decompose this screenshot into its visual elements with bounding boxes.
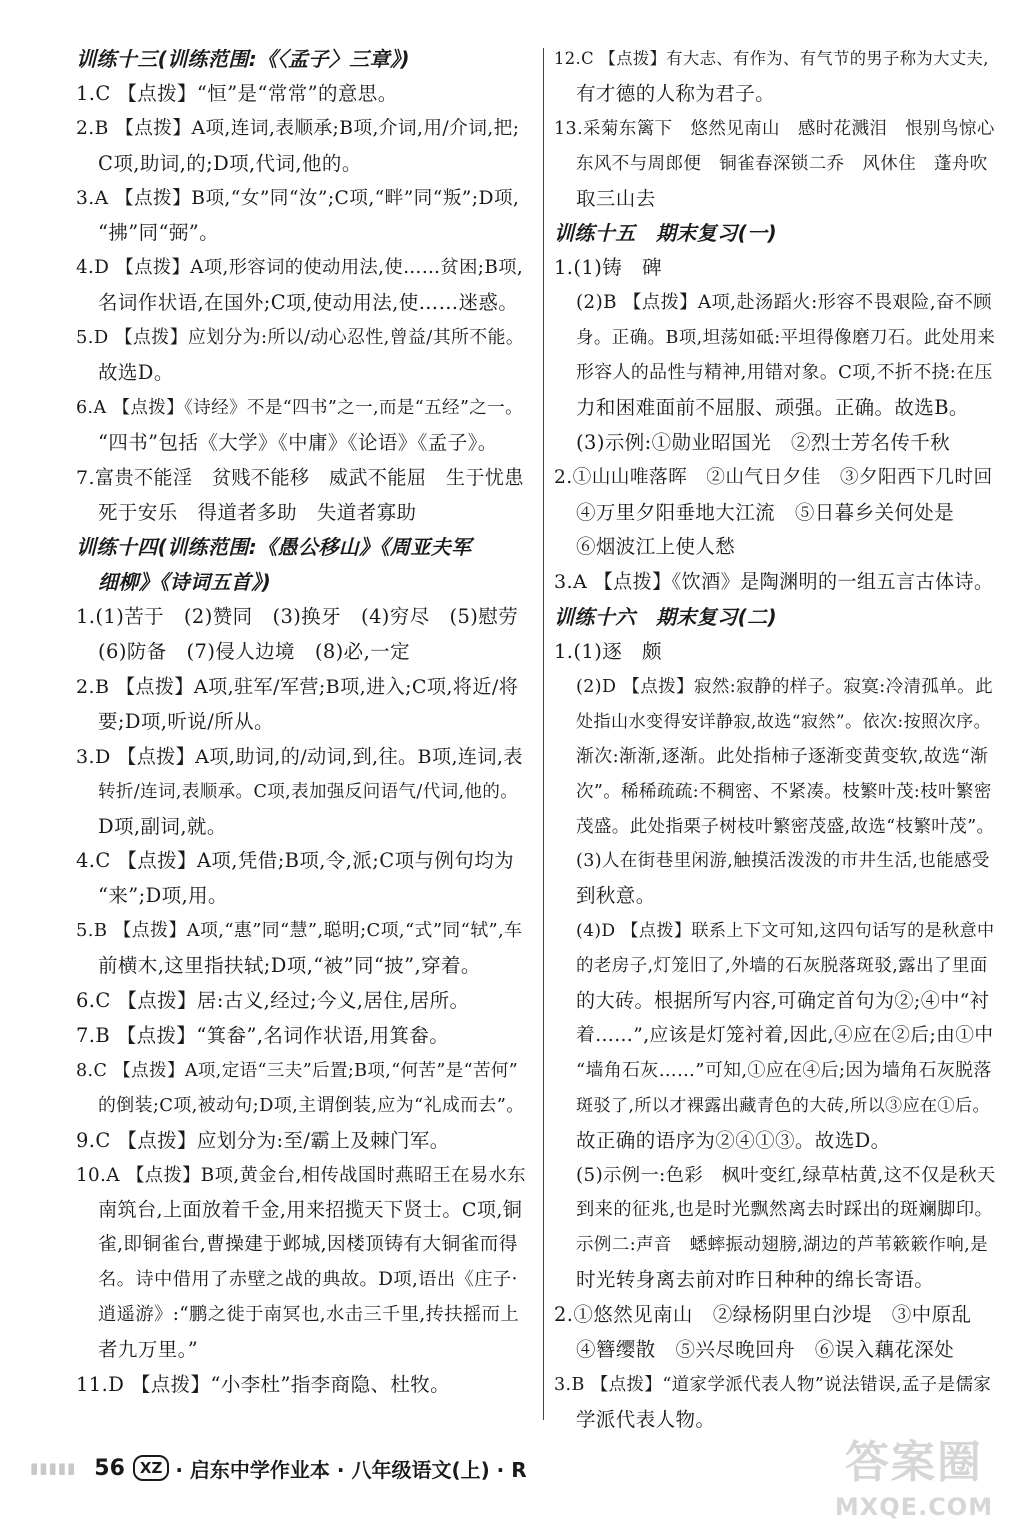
answer-line: 名词作状语,在国外;C项,使动用法,使……迷惑。 [98, 291, 519, 315]
book-title: · 启东中学作业本 · 八年级语文(上) · R [175, 1457, 527, 1482]
answer-line: (2)D 【点拨】寂然:寂静的样子。寂寞:冷清孤单。此 [576, 677, 993, 698]
section-heading: 训练十四(训练范围:《愚公移山》《周亚夫军 [76, 535, 472, 560]
answer-line: 1.(1)逐 颇 [554, 640, 662, 664]
watermark-url: MXQE.COM [834, 1493, 994, 1521]
watermark-logo [824, 1434, 1004, 1530]
answer-line: 2.B 【点拨】A项,驻军/军营;B项,进入;C项,将近/将 [76, 675, 519, 699]
answer-line: 5.B 【点拨】A项,“惠”同“慧”,聪明;C项,“式”同“轼”,车 [76, 920, 523, 942]
answer-line: 2.①山山唯落晖 ②山气日夕佳 ③夕阳西下几时回 [554, 466, 993, 488]
answer-line: 9.C 【点拨】应划分为:至/霸上及棘门军。 [76, 1128, 450, 1152]
answer-line: 1.(1)铸 碑 [554, 256, 662, 280]
answer-line: 到秋意。 [576, 884, 656, 908]
answer-line: C项,助词,的;D项,代词,他的。 [98, 151, 362, 175]
answer-line: 12.C 【点拨】有大志、有作为、有气节的男子称为大丈夫, [554, 49, 989, 68]
answer-line: 处指山水变得安详静寂,故选“寂然”。依次:按照次序。 [576, 711, 992, 732]
watermark-chars: 答案圈 [845, 1437, 983, 1488]
answer-line: (3)示例:①勋业昭国光 ②烈士芳名传千秋 [576, 430, 951, 454]
answer-line: (5)示例一:色彩 枫叶变红,绿草枯黄,这不仅是秋天 [576, 1164, 996, 1186]
page-number: 56 [94, 1455, 125, 1481]
answer-line: 取三山去 [576, 186, 656, 210]
answer-line: ⑥烟波江上使人愁 [576, 535, 736, 559]
answer-line: 故正确的语序为②④①③。故选D。 [576, 1128, 891, 1152]
footer-decoration: ▮▮▮▮▮ [30, 1459, 77, 1477]
answer-line: 1.(1)苦于 (2)赞同 (3)换牙 (4)穷尽 (5)慰劳 [76, 605, 519, 629]
answer-line: 示例二:声音 蟋蟀振动翅膀,湖边的芦苇簌簌作响,是 [576, 1235, 989, 1256]
answer-line: 13.采菊东篱下 悠然见南山 感时花溅泪 恨别鸟惊心 [554, 118, 995, 139]
answer-line: 茂盛。此处指栗子树枝叶繁密茂盛,故选“枝繁叶茂”。 [576, 816, 995, 837]
answer-line: 8.C 【点拨】A项,定语“三夫”后置;B项,“何苦”是“苦何” [76, 1060, 519, 1081]
answer-line: 2.B 【点拨】A项,连词,表顺承;B项,介词,用/介词,把; [76, 117, 520, 139]
answer-line: 雀,即铜雀台,曹操建于邺城,因楼顶铸有大铜雀而得 [98, 1234, 518, 1256]
answer-line: 3.D 【点拨】A项,助词,的/动词,到,往。B项,连词,表 [76, 744, 523, 768]
answer-line: 前横木,这里指扶轼;D项,“被”同“披”,穿着。 [98, 954, 481, 978]
answer-line: 力和困难面前不屈服、顽强。正确。故选B。 [576, 395, 969, 419]
answer-line: 4.C 【点拨】A项,凭借;B项,令,派;C项与例句均为 [76, 849, 514, 873]
answer-line: 死于安乐 得道者多助 失道者寡助 [98, 500, 417, 524]
answer-line: 2.①悠然见南山 ②绿杨阴里白沙堤 ③中原乱 [554, 1303, 972, 1327]
answer-line: 渐次:渐渐,逐渐。此处指柿子逐渐变黄变软,故选“渐 [576, 745, 989, 767]
answer-line: 7.B 【点拨】“箕畚”,名词作状语,用箕畚。 [76, 1023, 450, 1047]
answer-line: 有才德的人称为君子。 [576, 81, 776, 105]
right-answer-column [554, 42, 996, 1438]
answer-line: (6)防备 (7)侵人边境 (8)必,一定 [98, 640, 410, 664]
answer-line: 斑驳了,所以才裸露出藏青色的大砖,所以③应在①后。 [576, 1095, 991, 1116]
answer-line: 名。诗中借用了赤壁之战的典故。D项,语出《庄子· [98, 1269, 518, 1291]
section-heading: 细柳》《诗词五首》) [98, 570, 272, 595]
answer-line: 的倒装;C项,被动句;D项,主谓倒装,应为“礼成而去”。 [98, 1094, 525, 1116]
answer-line: (4)D 【点拨】联系上下文可知,这四句话写的是秋意中 [576, 921, 995, 942]
answer-line: 4.D 【点拨】A项,形容词的使动用法,使……贫困;B项, [76, 257, 524, 279]
answer-line: 1.C 【点拨】“恒”是“常常”的意思。 [76, 81, 398, 105]
answer-line: “拂”同“弼”。 [98, 221, 220, 245]
answer-line: ④簪缨散 ⑤兴尽晚回舟 ⑥误入藕花深处 [576, 1337, 955, 1361]
answer-line: “来”;D项,用。 [98, 884, 228, 908]
answer-line: 3.A 【点拨】《饮酒》是陶渊明的一组五言古体诗。 [554, 570, 994, 594]
answer-line: 5.D 【点拨】应划分为:所以/动心忍性,曾益/其所不能。 [76, 327, 525, 349]
answer-line: 逍遥游》:“鹏之徙于南冥也,水击三千里,抟扶摇而上 [98, 1304, 520, 1326]
answer-line: 11.D 【点拨】“小李杜”指李商隐、杜牧。 [76, 1372, 451, 1396]
answer-line: “四书”包括《大学》《中庸》《论语》《孟子》。 [98, 430, 498, 454]
answer-line: (2)B 【点拨】A项,赴汤蹈火:形容不畏艰险,奋不顾 [576, 292, 992, 314]
column-divider [543, 48, 544, 1420]
answer-line: 到来的征兆,也是时光飘然离去时踩出的斑斓脚印。 [576, 1199, 994, 1221]
answer-line: 的老房子,灯笼旧了,外墙的石灰脱落斑驳,露出了里面 [576, 956, 988, 977]
answer-line: 者九万里。” [98, 1337, 199, 1361]
answer-line: 时光转身离去前对昨日种种的绵长寄语。 [576, 1268, 935, 1292]
page-footer [30, 1448, 527, 1488]
answer-line: 故选D。 [98, 361, 174, 385]
answer-line: 3.B 【点拨】“道家学派代表人物”说法错误,孟子是儒家 [554, 1374, 992, 1395]
left-answer-column [76, 42, 526, 1403]
answer-line: “墙角石灰……”可知,①应在④后;因为墙角石灰脱落 [576, 1059, 992, 1081]
answer-line: 着……”,应该是灯笼衬着,因此,④应在②后;由①中 [576, 1024, 994, 1046]
answer-line: 东风不与周郎便 铜雀春深锁二乔 风休住 蓬舟吹 [576, 153, 988, 174]
answer-line: 3.A 【点拨】B项,“女”同“汝”;C项,“畔”同“叛”;D项, [76, 187, 520, 209]
section-heading: 训练十六 期末复习(二) [554, 605, 778, 630]
answer-line: 6.C 【点拨】居:古义,经过;今义,居住,居所。 [76, 989, 470, 1013]
section-heading: 训练十三(训练范围:《〈孟子〉三章》) [76, 47, 410, 71]
answer-line: 10.A 【点拨】B项,黄金台,相传战国时燕昭王在易水东 [76, 1164, 526, 1186]
answer-line: 学派代表人物。 [576, 1407, 716, 1431]
answer-line: 6.A 【点拨】《诗经》不是“四书”之一,而是“五经”之一。 [76, 397, 523, 418]
answer-line: 形容人的品性与精神,用错对象。C项,不折不挠:在压 [576, 362, 993, 384]
answer-line: 7.富贵不能淫 贫贱不能移 威武不能屈 生于忧患 [76, 465, 524, 489]
answer-line: 身。正确。B项,坦荡如砥:平坦得像磨刀石。此处用来 [576, 328, 996, 349]
series-logo-icon: XZ [133, 1455, 169, 1481]
answer-line: 转折/连词,表顺承。C项,表加强反问语气/代词,他的。 [98, 781, 519, 802]
answer-line: 南筑台,上面放着千金,用来招揽天下贤士。C项,铜 [98, 1198, 523, 1222]
answer-line: 次”。稀稀疏疏:不稠密、不紧凑。枝繁叶茂:枝叶繁密 [576, 781, 992, 802]
answer-line: D项,副词,就。 [98, 814, 227, 838]
answer-line: (3)人在街巷里闲游,触摸活泼泼的市井生活,也能感受 [576, 851, 990, 872]
section-heading: 训练十五 期末复习(一) [554, 221, 778, 246]
answer-line: ④万里夕阳垂地大江流 ⑤日暮乡关何处是 [576, 500, 955, 524]
answer-line: 要;D项,听说/所从。 [98, 709, 274, 733]
answer-line: 的大砖。根据所写内容,可确定首句为②;④中“衬 [576, 989, 990, 1013]
